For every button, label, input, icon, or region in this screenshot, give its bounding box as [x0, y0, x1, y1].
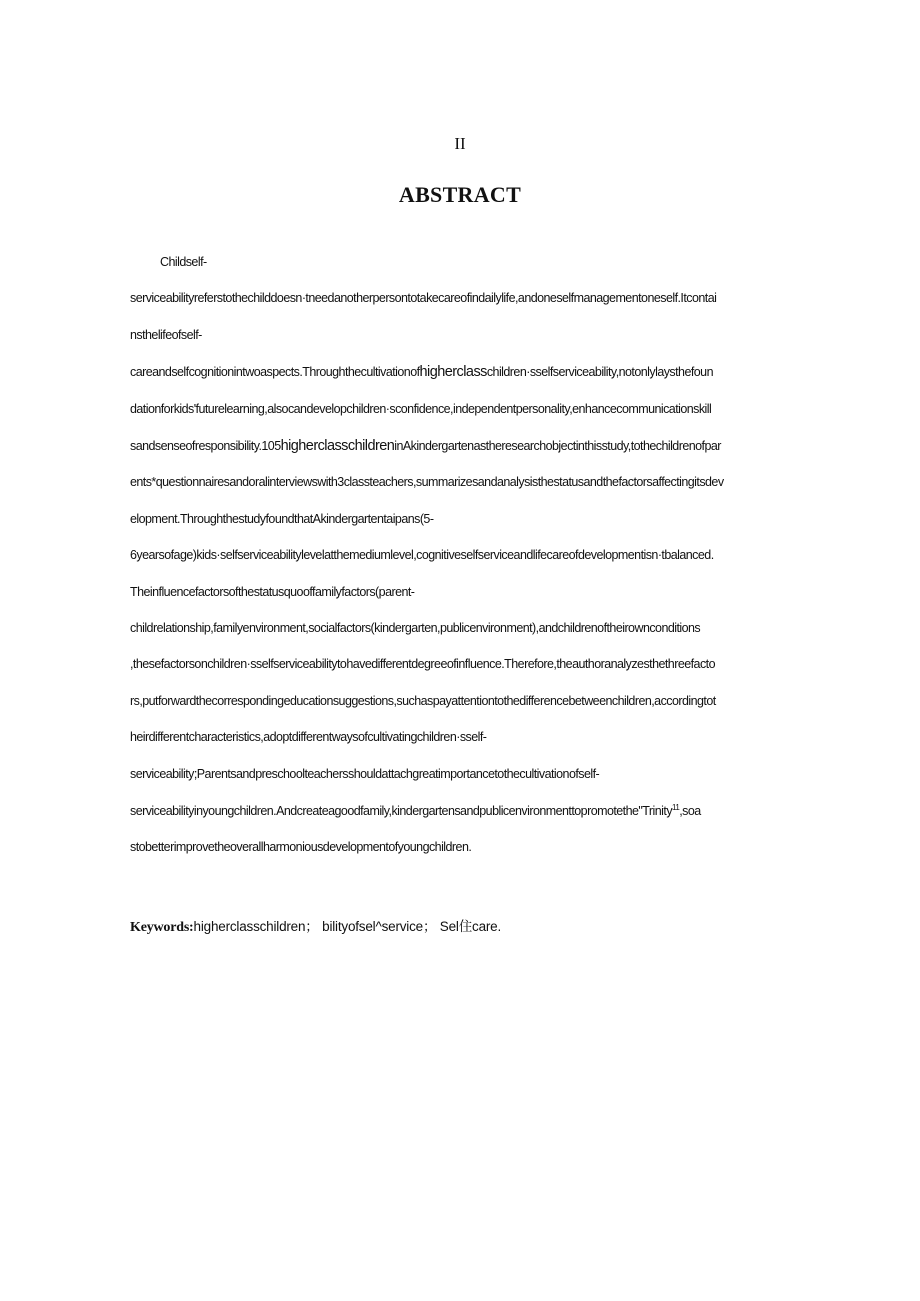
abstract-line: ents*questionnairesandoralinterviewswith3classteachers,summarizesandanalysisthestatusandthefactorsaffectingitsdev	[130, 475, 724, 489]
abstract-line: ,thesefactorsonchildren·sselfserviceabilitytohavedifferentdegreeofinfluence.Therefore,theauthoranalyzesthethreefacto	[130, 657, 715, 671]
abstract-line: heirdifferentcharacteristics,adoptdifferentwaysofcultivatingchildren·sself-	[130, 730, 487, 744]
footnote-marker: 11	[672, 803, 680, 812]
abstract-line: rs,putforwardthecorrespondingeducationsuggestions,suchaspayattentiontothedifferencebetweenchildren,accordingtot	[130, 694, 716, 708]
abstract-line: 6yearsofage)kids·selfserviceabilitylevelatthemediumlevel,cognitiveselfserviceandlifecareofdevelopmentisn·tbalanced.	[130, 548, 714, 562]
abstract-line: serviceability;Parentsandpreschoolteachersshouldattachgreatimportancetothecultivationofself-	[130, 767, 600, 781]
abstract-title: ABSTRACT	[398, 182, 522, 207]
abstract-line: stobetterimprovetheoverallharmoniousdevelopmentofyoungchildren.	[130, 840, 472, 854]
keywords-line	[130, 917, 857, 938]
abstract-line: careandselfcognitionintwoaspects.Throughthecultivationofhigherclasschildren·sselfserviceability,notonlylaysthefoun	[130, 364, 713, 380]
abstract-line: sandsenseofresponsibility.105higherclasschildreninAkindergartenastheresearchobjectinthisstudy,tothechildrenofpar	[130, 438, 721, 454]
emphasis-phrase: higherclass	[419, 364, 487, 380]
emphasis-phrase: higherclasschildren	[280, 438, 395, 454]
keywords-text: higherclasschildren； bilityofsel^service； Sel住care.	[193, 919, 502, 934]
abstract-line: Childself-	[160, 255, 207, 269]
abstract-line: serviceabilityreferstothechilddoesn·tneedanotherpersontotakecareofindailylife,andoneselfmanagementoneself.Itcontai	[130, 291, 717, 305]
abstract-line: Theinfluencefactorsofthestatusquooffamilyfactors(parent-	[130, 585, 415, 599]
abstract-line: nsthelifeofself-	[130, 328, 202, 342]
abstract-line: serviceabilityinyoungchildren.Andcreateagoodfamily,kindergartensandpublicenvironmenttopromotethe"Trinity$^{11}$,soa	[130, 803, 701, 818]
abstract-line: dationforkids'futurelearning,alsocandevelopchildren·sconfidence,independentpersonality,enhancecommunicationskill	[130, 402, 712, 416]
abstract-line: elopment.ThroughthestudyfoundthatAkindergartentaipans(5-	[130, 512, 434, 526]
keywords-label: Keywords:	[130, 920, 194, 935]
page-number: II	[454, 134, 466, 153]
abstract-line: childrelationship,familyenvironment,socialfactors(kindergarten,publicenvironment),andchildrenoftheirownconditions	[130, 621, 701, 635]
